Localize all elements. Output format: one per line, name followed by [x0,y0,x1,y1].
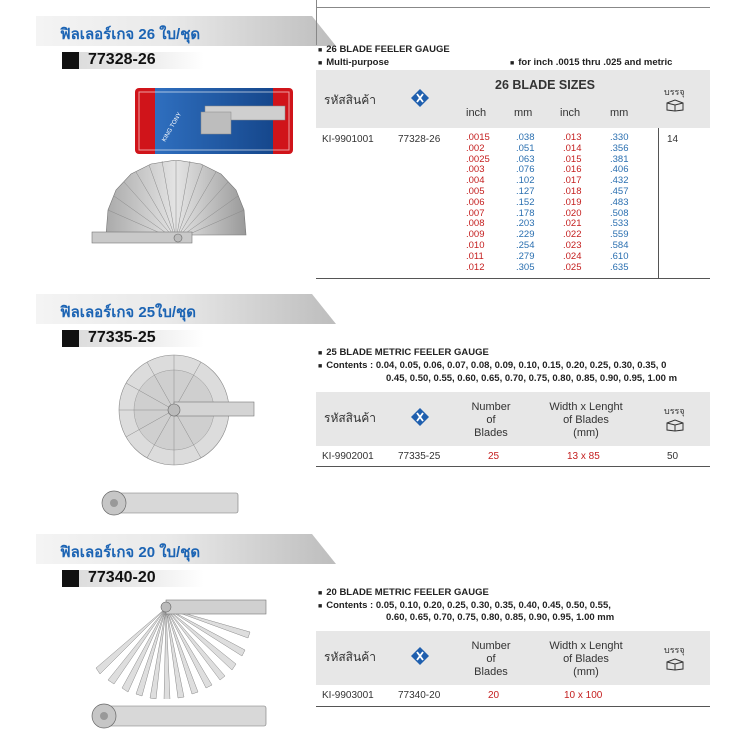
section-1-unit-inch-2: inch [560,107,581,119]
section-1-model: 77328-26 [88,51,156,68]
section-1-row-divider [658,128,659,278]
section-2-title-banner [36,294,336,324]
top-divider [316,7,710,8]
section-1-desc-title: ■ 26 BLADE FEELER GAUGE [318,44,450,55]
section-3-closed-gauge-image [88,700,268,732]
section-3-row-size: 10 x 100 [564,690,603,701]
section-2-num-header: Number of Blades [471,401,511,439]
section-1-fan-image [88,160,268,255]
section-3-fan-image [88,594,268,699]
section-3-pack-header: บรรจุ [664,645,685,655]
section-3-width-header: Width x Lenght of Blades (mm) [549,640,623,678]
section-2-code-header: รหัสสินค้า [324,411,376,425]
section-1-pack-header: บรรจุ [664,87,685,97]
section-1-mm-column-1: .038 .051 .063 .076 .102 .127 .152 .178 .203 .229 .254 .279 .305 [516,132,535,273]
section-1-unit-mm-2: mm [610,107,629,119]
section-1-model-bar [62,52,204,69]
section-1-inch-column-1: .0015 .002 .0025 .003 .004 .005 .006 .007 .008 .009 .010 .011 .012 [466,132,490,273]
king-tony-logo-icon [410,407,430,427]
section-2-row-blades: 25 [488,451,500,462]
section-2-model: 77335-25 [88,329,156,346]
section-2-row-pack: 50 [667,451,679,462]
section-1-unit-mm-1: mm [514,107,533,119]
section-3-title-banner [36,534,336,564]
section-2-row-size: 13 x 85 [567,451,600,462]
king-tony-logo-icon [410,646,430,666]
package-box-icon [665,98,685,112]
section-3-row-code: KI-9903001 [322,690,374,701]
section-3-code-header: รหัสสินค้า [324,650,376,664]
section-2-contents-line-1: ■ Contents : 0.04, 0.05, 0.06, 0.07, 0.08, 0.09, 0.10, 0.15, 0.20, 0.25, 0.30, 0.35, 0 [318,360,667,371]
section-3-row-model: 77340-20 [398,690,441,701]
section-1-desc-sub: ■ Multi-purpose [318,57,390,68]
section-2-pack-header: บรรจุ [664,406,685,416]
section-2-model-bar [62,330,204,347]
section-3-contents-line-1: ■ Contents : 0.05, 0.10, 0.20, 0.25, 0.30, 0.35, 0.40, 0.45, 0.50, 0.55, [318,600,611,611]
section-2-row-code: KI-9902001 [322,451,374,462]
section-3-desc-title: ■ 20 BLADE METRIC FEELER GAUGE [318,587,489,598]
section-2-fan-image [98,352,258,467]
section-1-code-header: รหัสสินค้า [324,93,376,107]
section-3-title: ฟิลเลอร์เกจ 20 ใบ/ชุด [60,544,201,561]
section-1-title: ฟิลเลอร์เกจ 26 ใบ/ชุด [60,26,201,43]
section-1-left-rule [316,0,317,45]
section-3-model: 77340-20 [88,569,156,586]
section-2-width-header: Width x Lenght of Blades (mm) [549,401,623,439]
section-3-model-bar [62,570,204,587]
section-1-mm-column-2: .330 .356 .381 .406 .432 .457 .483 .508 .533 .559 .584 .610 .635 [610,132,629,273]
section-2-row-model: 77335-25 [398,451,441,462]
section-1-desc-right: ■ for inch .0015 thru .025 and metric [510,57,673,68]
section-2-closed-gauge-image [100,487,240,521]
section-3-bottom-rule [316,706,710,707]
section-1-row-model: 77328-26 [398,134,441,145]
king-tony-logo-icon [410,88,430,108]
section-3-contents-line-2: 0.60, 0.65, 0.70, 0.75, 0.80, 0.85, 0.90, 0.95, 1.00 mm [386,612,615,623]
section-2-desc-title: ■ 25 BLADE METRIC FEELER GAUGE [318,347,489,358]
section-2-contents-line-2: 0.45, 0.50, 0.55, 0.60, 0.65, 0.70, 0.75, 0.80, 0.85, 0.90, 0.95, 1.00 m [386,373,678,384]
section-1-package-image [135,82,295,160]
section-2-bottom-rule [316,466,710,467]
section-1-title-banner [36,16,336,46]
section-1-row-code: KI-9901001 [322,134,374,145]
package-box-icon [665,657,685,671]
svg-text:KING TONY: KING TONY [161,111,184,143]
section-1-unit-inch-1: inch [466,107,487,119]
section-1-sizes-title: 26 BLADE SIZES [495,78,596,92]
section-3-row-blades: 20 [488,690,500,701]
section-1-inch-column-2: .013 .014 .015 .016 .017 .018 .019 .020 .021 .022 .023 .024 .025 [563,132,582,273]
package-box-icon [665,418,685,432]
section-1-bottom-rule [316,278,710,279]
section-3-num-header: Number of Blades [471,640,511,678]
section-2-title: ฟิลเลอร์เกจ 25ใบ/ชุด [60,304,196,321]
section-1-row-pack: 14 [667,134,679,145]
